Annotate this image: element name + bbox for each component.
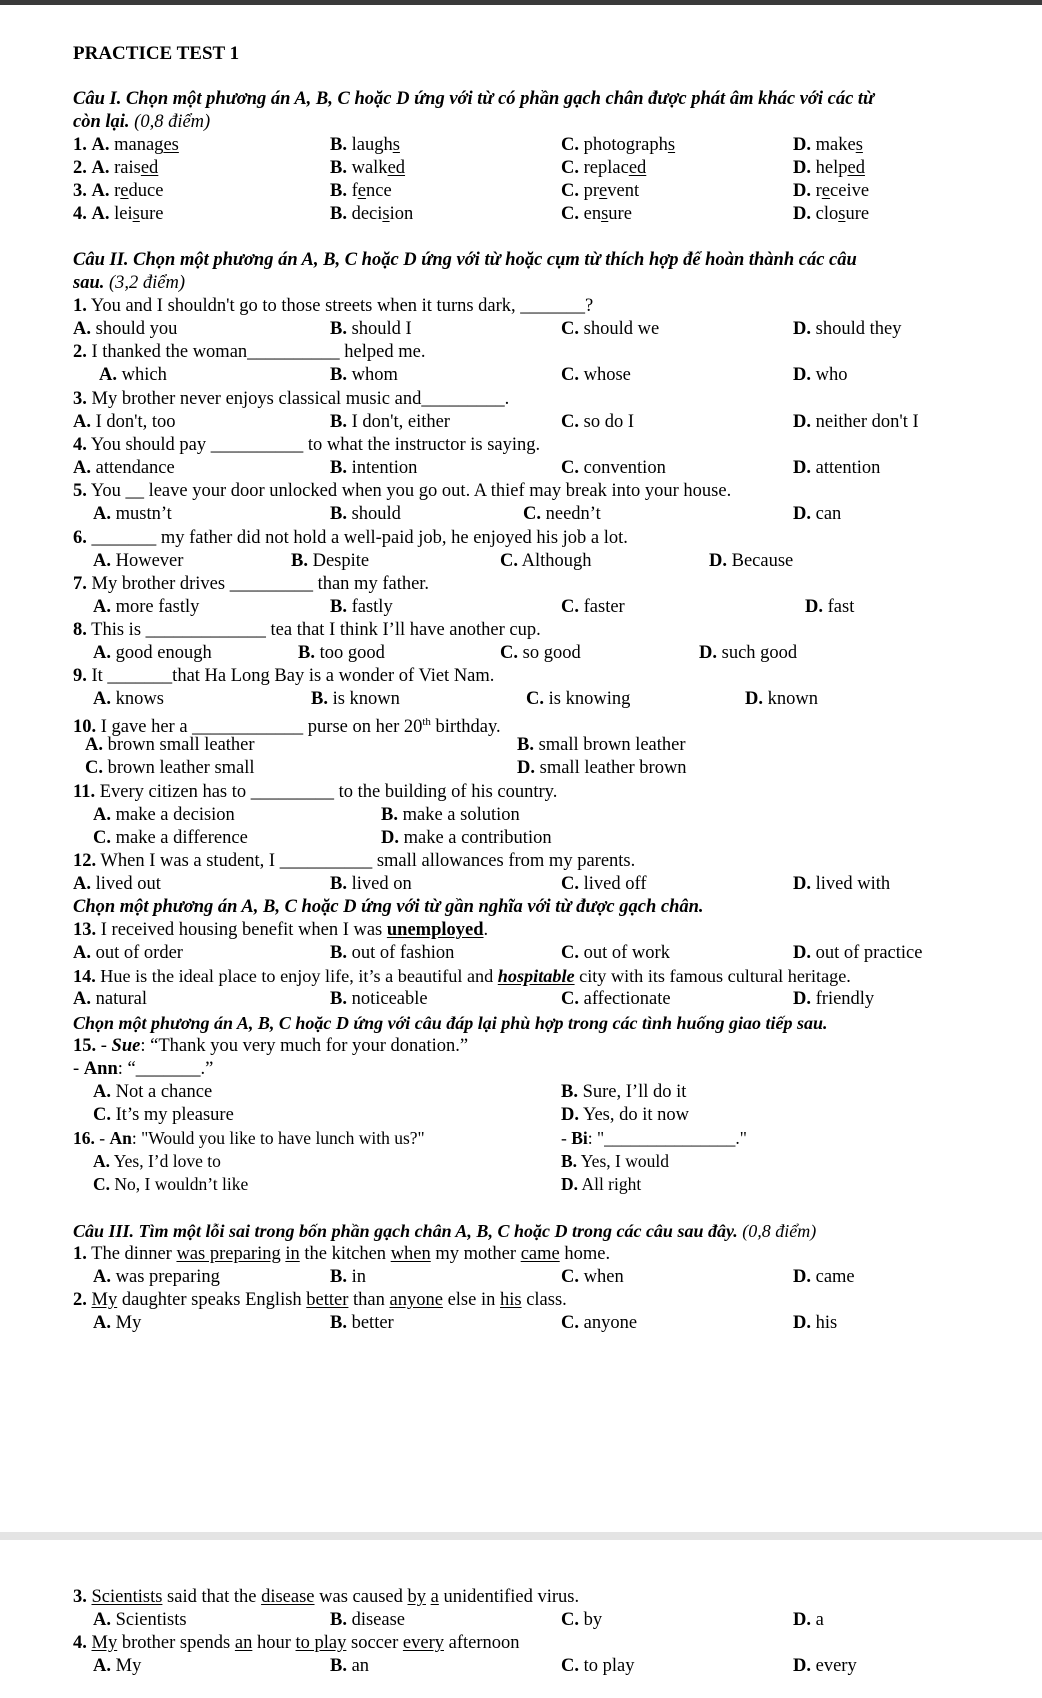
s2-q15-stem: 15. - Sue: “Thank you very much for your donation.” xyxy=(73,1036,469,1056)
s3-q3-stem: 3. Scientists said that the disease was caused by a unidentified virus. xyxy=(73,1587,580,1607)
page-separator xyxy=(0,1532,1042,1540)
s2-q16-reply: - Bi: "_______________." xyxy=(561,1128,747,1148)
s2-q9-stem: 9. It _______that Ha Long Bay is a wonder of Viet Nam. xyxy=(73,666,495,686)
section2-heading-2: sau. (3,2 điểm) xyxy=(73,273,186,293)
s2-q13-stem: 13. I received housing benefit when I was unemployed. xyxy=(73,920,489,940)
section2-heading: Câu II. Chọn một phương án A, B, C hoặc D ứng với từ hoặc cụm từ thích hợp để hoàn thành các câu xyxy=(73,250,857,270)
s2-q1-stem: 1. You and I shouldn't go to those streets when it turns dark, _______? xyxy=(73,296,594,316)
section3-heading: Câu III. Tìm một lỗi sai trong bốn phần gạch chân A, B, C hoặc D trong các câu sau đây. (0,8 điểm) xyxy=(73,1221,817,1241)
s2-q15-reply: - Ann: “_______.” xyxy=(73,1059,214,1079)
s2-q16-stem: 16. - An: "Would you like to have lunch with us?" xyxy=(73,1128,425,1148)
s2-q7-stem: 7. My brother drives _________ than my father. xyxy=(73,574,430,594)
s3-q1-stem: 1. The dinner was preparing in the kitchen when my mother came home. xyxy=(73,1244,611,1264)
s2-q6-stem: 6. _______ my father did not hold a well-paid job, he enjoyed his job a lot. xyxy=(73,528,628,548)
s2-q10-stem: 10. I gave her a ____________ purse on her 20th birthday. xyxy=(73,716,501,738)
dialogue-heading: Chọn một phương án A, B, C hoặc D ứng với câu đáp lại phù hợp trong các tình huống giao tiếp sau. xyxy=(73,1013,828,1033)
s2-q14-stem: 14. Hue is the ideal place to enjoy life, it’s a beautiful and hospitable city with its famous cultural heritage. xyxy=(73,966,851,986)
s2-q5-stem: 5. You __ leave your door unlocked when you go out. A thief may break into your house. xyxy=(73,481,732,501)
page-title: PRACTICE TEST 1 xyxy=(73,43,240,64)
s2-q12-stem: 12. When I was a student, I __________ small allowances from my parents. xyxy=(73,851,636,871)
s2-q11-stem: 11. Every citizen has to _________ to the building of his country. xyxy=(73,782,558,802)
section1-heading-2: còn lại. (0,8 điểm) xyxy=(73,112,211,132)
s3-q4-stem: 4. My brother spends an hour to play soccer every afternoon xyxy=(73,1633,520,1653)
top-border xyxy=(0,0,1042,5)
synonym-heading: Chọn một phương án A, B, C hoặc D ứng với từ gần nghĩa với từ được gạch chân. xyxy=(73,897,704,917)
s2-q3-stem: 3. My brother never enjoys classical music and_________. xyxy=(73,389,510,409)
s2-q8-stem: 8. This is _____________ tea that I think I’ll have another cup. xyxy=(73,620,541,640)
s2-q4-stem: 4. You should pay __________ to what the instructor is saying. xyxy=(73,435,541,455)
section1-heading: Câu I. Chọn một phương án A, B, C hoặc D ứng với từ có phần gạch chân được phát âm khác với các từ xyxy=(73,89,875,109)
s2-q2-stem: 2. I thanked the woman__________ helped me. xyxy=(73,342,426,362)
s3-q2-stem: 2. My daughter speaks English better than anyone else in his class. xyxy=(73,1290,567,1310)
